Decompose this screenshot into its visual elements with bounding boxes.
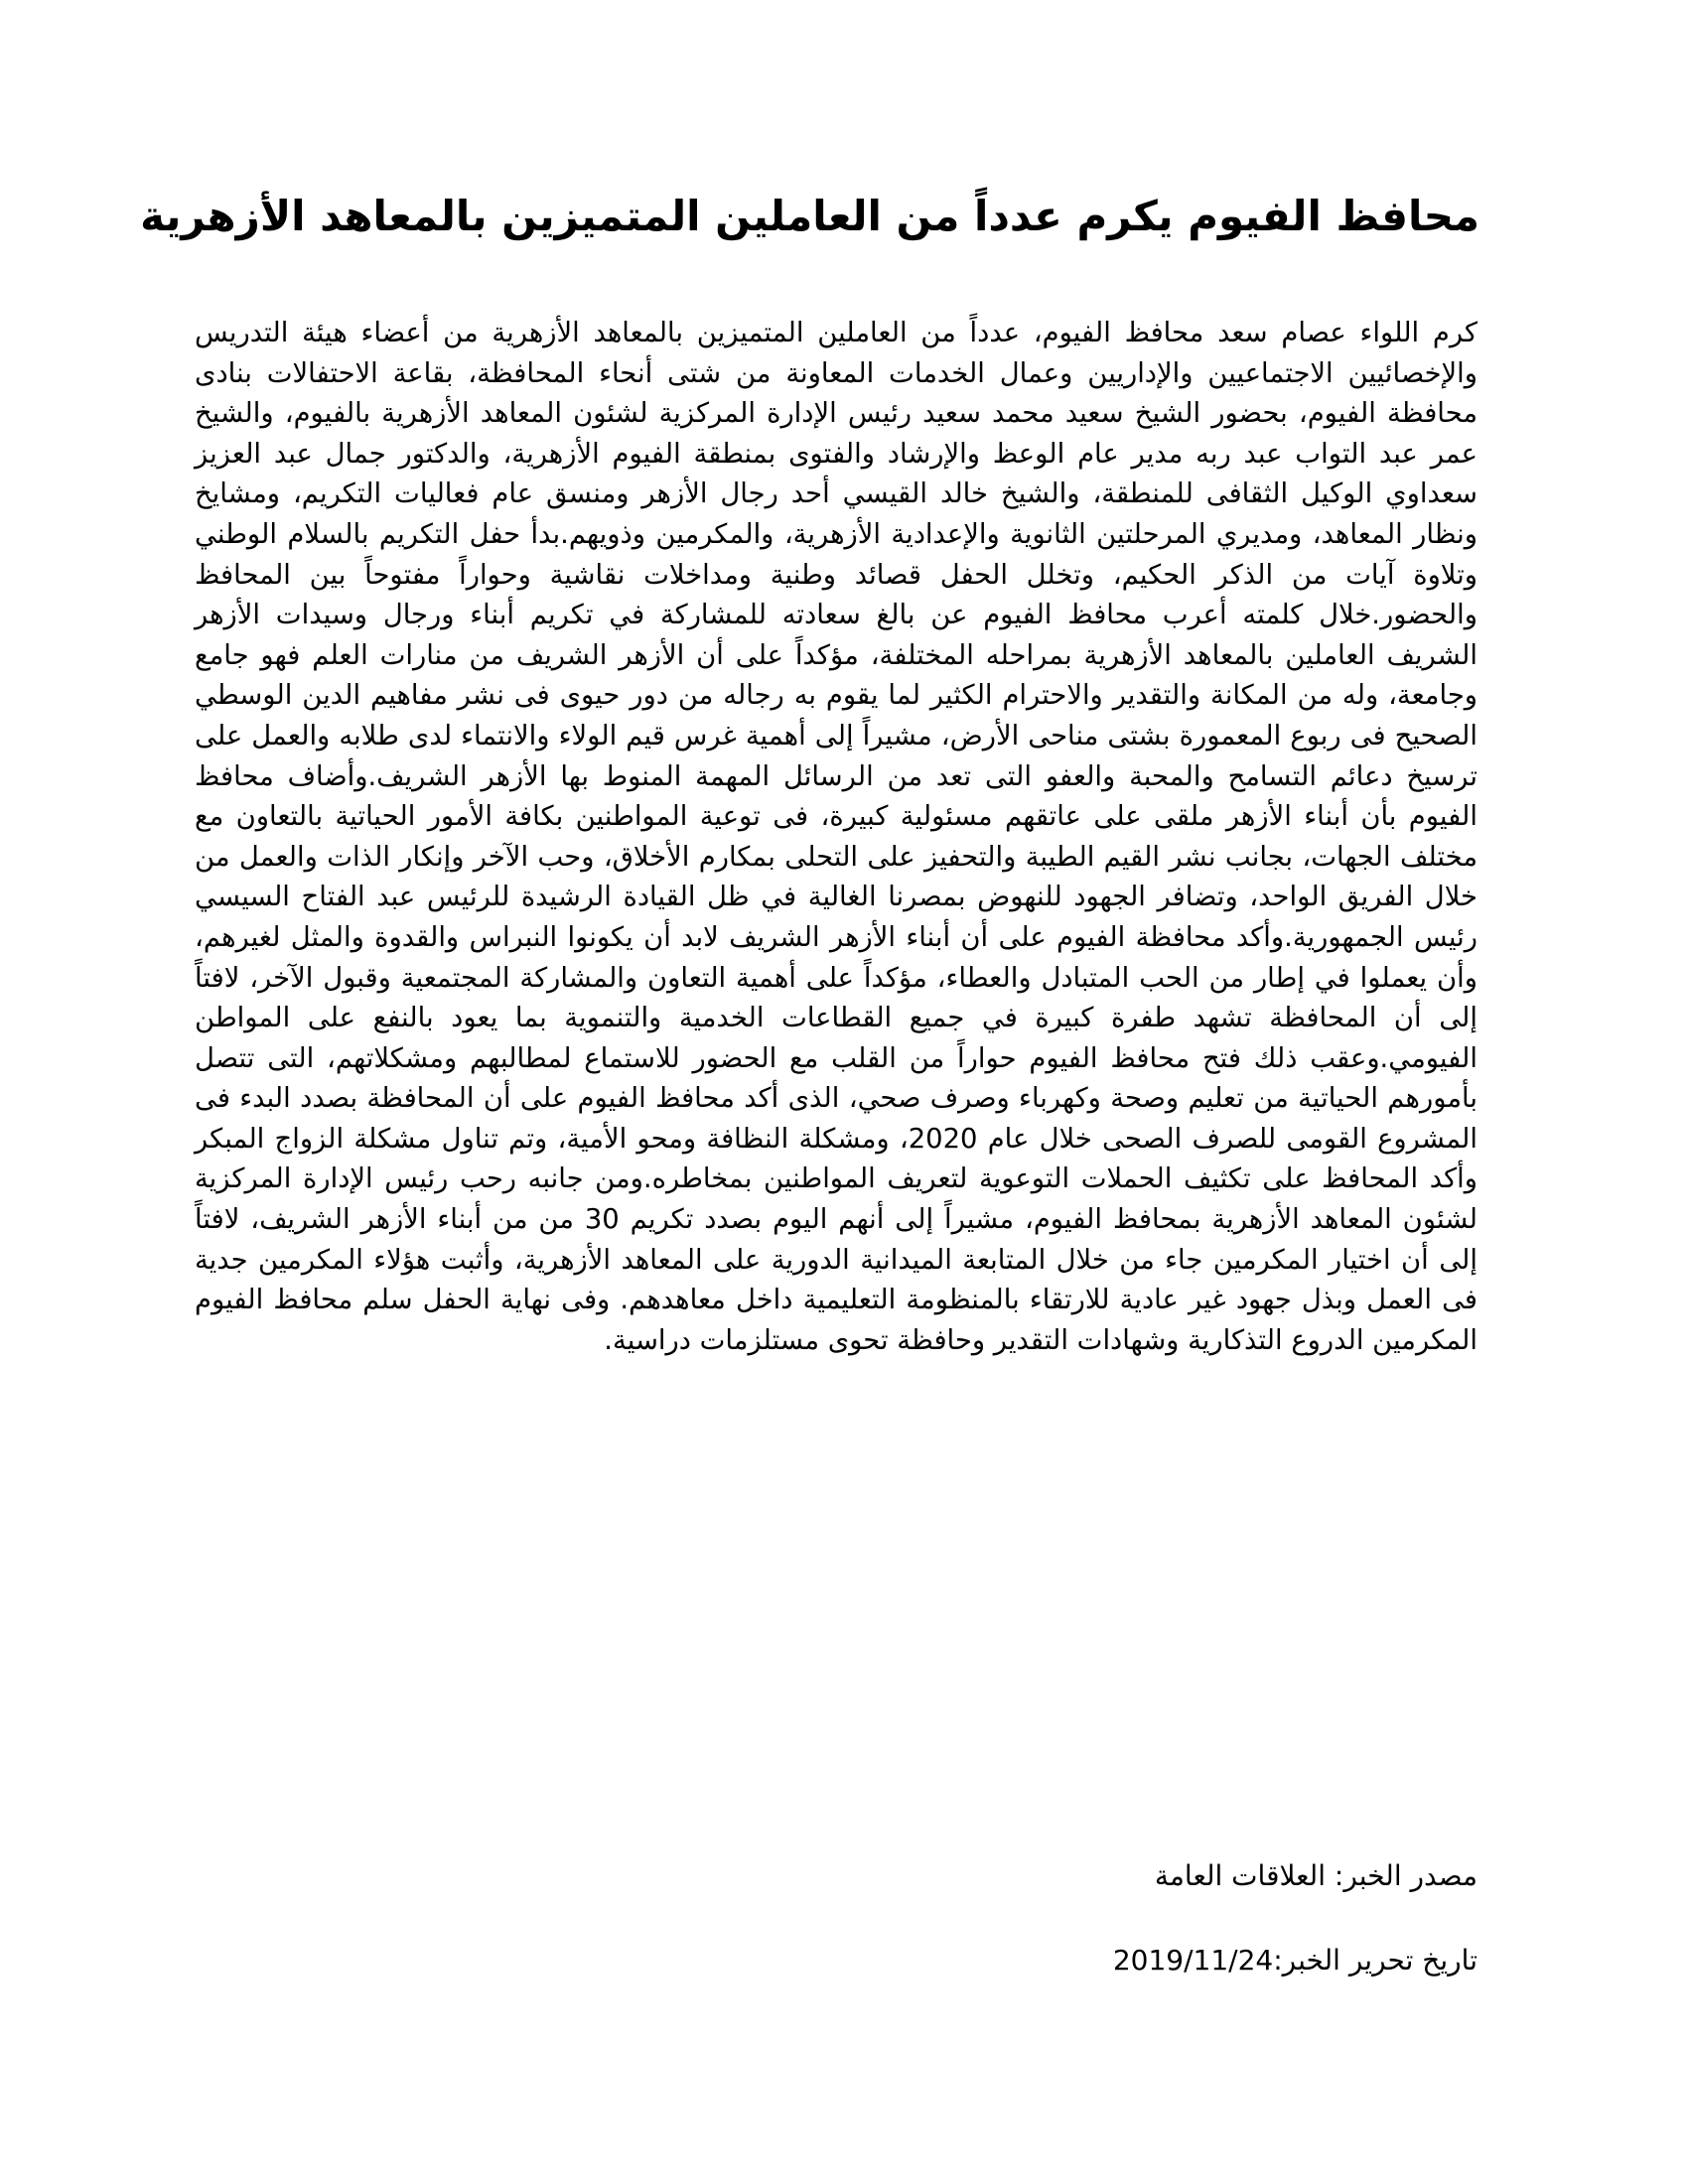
edit-date: تاريخ تحرير الخبر:2019/11/24 <box>1112 1944 1477 1977</box>
news-source: مصدر الخبر: العلاقات العامة <box>1154 1859 1477 1892</box>
article-body: كرم اللواء عصام سعد محافظ الفيوم، عدداً من العاملين المتميزين بالمعاهد الأزهرية من أعضاء هيئة التدريس والإخصائيين الاجتماعيين والإداريين وعمال الخدمات المعاونة من شتى أنحاء المحافظة، بقاعة الاحتفالات بنادى محافظة الفيوم، بحضور الشيخ سعيد محمد سعيد رئيس الإدارة المركزية لشئون المعاهد الأزهرية بالفيوم، والشيخ عمر عبد التواب عبد ربه مدير عام الوعظ والإرشاد والفتوى بمنطقة الفيوم الأزهرية، والدكتور جمال عبد العزيز سعداوي الوكيل الثقافى للمنطقة، والشيخ خالد القيسي أحد رجال الأزهر ومنسق عام فعاليات التكريم، ومشايخ ونظار المعاهد، ومديري المرحلتين الثانوية والإعدادية الأزهرية، والمكرمين وذويهم.بدأ حفل التكريم بالسلام الوطني وتلاوة آيات من الذكر الحكيم، وتخلل الحفل قصائد وطنية ومداخلات نقاشية وحواراً مفتوحاً بين المحافظ والحضور.خلال كلمته أعرب محافظ الفيوم عن بالغ سعادته للمشاركة في تكريم أبناء ورجال وسيدات الأزهر الشريف العاملين بالمعاهد الأزهرية بمراحله المختلفة، مؤكداً على أن الأزهر الشريف من منارات العلم فهو جامع وجامعة، وله من المكانة والتقدير والاحترام الكثير لما يقوم به رجاله من دور حيوى فى نشر مفاهيم الدين الوسطي الصحيح فى ربوع المعمورة بشتى مناحى الأرض، مشيراً إلى أهمية غرس قيم الولاء والانتماء لدى طلابه والعمل على ترسيخ دعائم التسامح والمحبة والعفو التى تعد من الرسائل المهمة المنوط بها الأزهر الشريف.وأضاف محافظ الفيوم بأن أبناء الأزهر ملقى على عاتقهم مسئولية كبيرة، فى توعية المواطنين بكافة الأمور الحياتية بالتعاون مع مختلف الجهات، بجانب نشر القيم الطيبة والتحفيز على التحلى بمكارم الأخلاق، وحب الآخر وإنكار الذات والعمل من خلال الفريق الواحد، وتضافر الجهود للنهوض بمصرنا الغالية في ظل القيادة الرشيدة للرئيس عبد الفتاح السيسي رئيس الجمهورية.وأكد محافظة الفيوم على أن أبناء الأزهر الشريف لابد أن يكونوا النبراس والقدوة والمثل لغيرهم، وأن يعملوا في إطار من الحب المتبادل والعطاء، مؤكداً على أهمية التعاون والمشاركة المجتمعية وقبول الآخر، لافتاً إلى أن المحافظة تشهد طفرة كبيرة في جميع القطاعات الخدمية والتنموية بما يعود بالنفع على المواطن الفيومي.وعقب ذلك فتح محافظ الفيوم حواراً من القلب مع الحضور للاستماع لمطالبهم ومشكلاتهم، التى تتصل بأمورهم الحياتية من تعليم وصحة وكهرباء وصرف صحي، الذى أكد محافظ الفيوم على أن المحافظة بصدد البدء فى المشروع القومى للصرف الصحى خلال عام 2020، ومشكلة النظافة ومحو الأمية، وتم تناول مشكلة الزواج المبكر وأكد المحافظ على تكثيف الحملات التوعوية لتعريف المواطنين بمخاطره.ومن جانبه رحب رئيس الإدارة المركزية لشئون المعاهد الأزهرية بمحافظ الفيوم، مشيراً إلى أنهم اليوم بصدد تكريم 30 من من أبناء الأزهر الشريف، لافتاً إلى أن اختيار المكرمين جاء من خلال المتابعة الميدانية الدورية على المعاهد الأزهرية، وأثبت هؤلاء المكرمين جدية فى العمل وبذل جهود غير عادية للارتقاء بالمنظومة التعليمية داخل معاهدهم. وفى نهاية الحفل سلم محافظ الفيوم المكرمين الدروع التذكارية وشهادات التقدير وحافظة تحوى مستلزمات دراسية. <box>195 318 1477 1356</box>
article-title: محافظ الفيوم يكرم عدداً من العاملين المتميزين بالمعاهد الأزهرية <box>140 192 1479 240</box>
